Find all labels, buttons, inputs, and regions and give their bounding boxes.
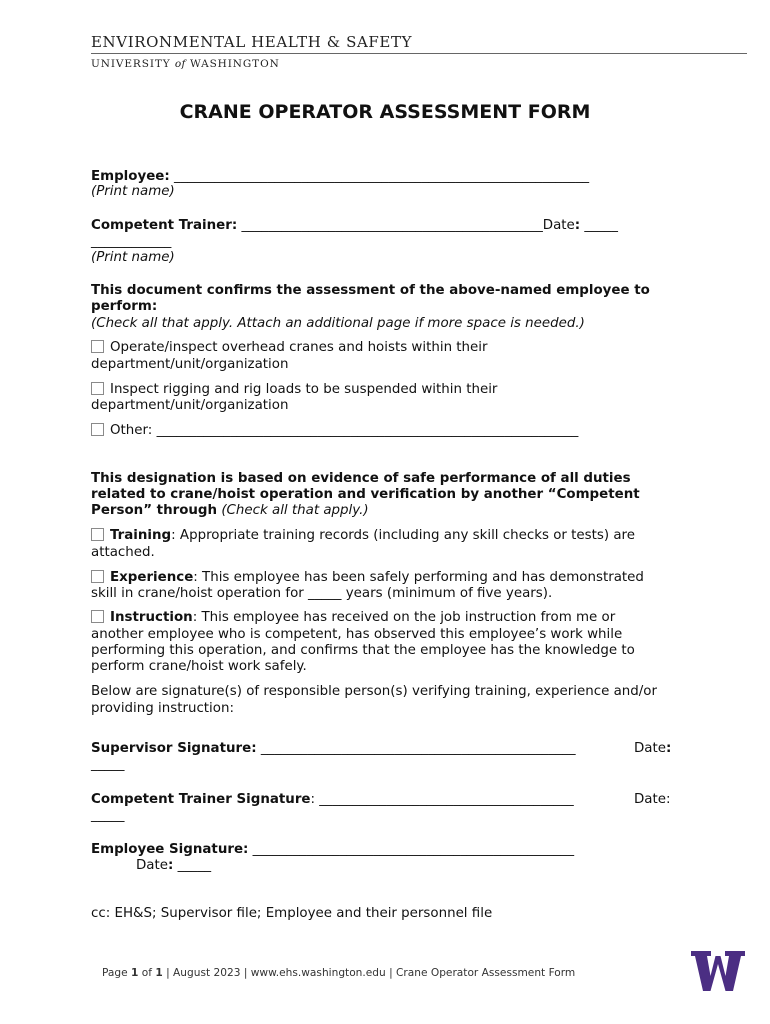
- trainer-print-hint: (Print name): [91, 250, 175, 265]
- footer-page-total: 1: [155, 967, 163, 979]
- dept-heading: ENVIRONMENTAL HEALTH & SAFETY: [91, 33, 413, 51]
- employee-date-field[interactable]: [136, 858, 211, 875]
- university-name: [91, 58, 280, 70]
- employee-date-line: _____: [177, 858, 212, 873]
- checkbox[interactable]: [91, 423, 104, 436]
- employee-signature-field[interactable]: [91, 842, 574, 859]
- designation-text-2: related to crane/hoist operation and verification by another “Competent: [91, 487, 640, 502]
- checkbox[interactable]: [91, 382, 104, 395]
- designation-through: Person” through: [91, 503, 218, 518]
- checkbox[interactable]: [91, 528, 104, 541]
- employee-signature-label: Employee Signature:: [91, 842, 249, 857]
- page-footer: [102, 967, 575, 979]
- trainer-sig-date-line: _____: [91, 808, 125, 823]
- employee-date-label: Date: [136, 858, 169, 873]
- trainer-signature-label: Competent Trainer Signature: [91, 792, 311, 807]
- footer-page-label: Page: [102, 967, 128, 979]
- supervisor-date-label: Date: [634, 741, 667, 756]
- assessment-intro-1: This document confirms the assessment of the above-named employee to: [91, 283, 650, 298]
- instruction-text-1: : This employee has received on the job instruction from me or: [192, 610, 616, 625]
- checkbox[interactable]: [91, 570, 104, 583]
- employee-date-colon: :: [168, 858, 174, 873]
- training-text-1: : Appropriate training records (including any skill checks or tests) are: [171, 528, 635, 543]
- experience-text-2: skill in crane/hoist operation for _____ years (minimum of five years).: [91, 586, 553, 601]
- designation-text-3: [91, 503, 369, 520]
- checkbox-instruction[interactable]: [91, 610, 615, 627]
- trainer-label: Competent Trainer:: [91, 218, 238, 233]
- trainer-date-line-cont: ____________: [91, 234, 172, 249]
- footer-of: of: [141, 967, 152, 979]
- other-line: _______________________________________________________________: [156, 423, 579, 438]
- checkbox-item-operate[interactable]: [91, 340, 488, 357]
- checkbox-experience[interactable]: [91, 570, 644, 587]
- designation-note: (Check all that apply.): [221, 503, 369, 518]
- trainer-signature-colon: :: [310, 792, 316, 807]
- supervisor-signature-field[interactable]: [91, 741, 576, 758]
- assessment-note: (Check all that apply. Attach an additional page if more space is needed.): [91, 316, 585, 331]
- checkbox-item-rigging[interactable]: [91, 382, 497, 399]
- signatures-intro-2: providing instruction:: [91, 701, 234, 716]
- uw-logo-icon: [691, 951, 745, 991]
- form-title: CRANE OPERATOR ASSESSMENT FORM: [179, 101, 591, 123]
- other-label: Other:: [110, 423, 153, 438]
- employee-label: Employee:: [91, 169, 170, 184]
- employee-line: ______________________________________________________________: [174, 169, 590, 184]
- designation-text-1: This designation is based on evidence of safe performance of all duties: [91, 471, 631, 486]
- experience-label: Experience: [110, 570, 194, 585]
- assessment-intro-2: perform:: [91, 299, 158, 314]
- item-operate-text-1: Operate/inspect overhead cranes and hoists within their: [110, 340, 488, 355]
- item-operate-text-2: department/unit/organization: [91, 357, 289, 372]
- univ-pre: UNIVERSITY: [91, 58, 171, 70]
- supervisor-date-line: _____: [91, 757, 125, 772]
- trainer-date-label: Date: [542, 218, 575, 233]
- item-rigging-text-1: Inspect rigging and rig loads to be suspended within their: [110, 382, 498, 397]
- footer-page-number: 1: [131, 967, 139, 979]
- supervisor-date-colon: :: [666, 741, 672, 756]
- supervisor-signature-label: Supervisor Signature:: [91, 741, 257, 756]
- cc-line: cc: EH&S; Supervisor file; Employee and their personnel file: [91, 906, 493, 921]
- instruction-text-4: perform crane/hoist work safely.: [91, 659, 307, 674]
- checkbox-item-other[interactable]: [91, 423, 578, 440]
- trainer-date-colon: :: [574, 218, 581, 233]
- training-text-2: attached.: [91, 545, 155, 560]
- footer-details: | August 2023 | www.ehs.washington.edu | Crane Operator Assessment Form: [166, 967, 576, 979]
- univ-post: WASHINGTON: [189, 58, 280, 70]
- experience-text-1: : This employee has been safely performing and has demonstrated: [193, 570, 644, 585]
- item-rigging-text-2: department/unit/organization: [91, 398, 289, 413]
- checkbox[interactable]: [91, 340, 104, 353]
- trainer-sig-date-label[interactable]: Date:: [634, 792, 671, 807]
- trainer-signature-field[interactable]: [91, 792, 574, 809]
- signatures-intro-1: Below are signature(s) of responsible person(s) verifying training, experience and/or: [91, 684, 657, 699]
- instruction-text-3: performing this operation, and confirms that the employee has the knowledge to: [91, 643, 635, 658]
- checkbox-training[interactable]: [91, 528, 635, 545]
- employee-print-hint: (Print name): [91, 184, 175, 199]
- trainer-name-field[interactable]: [91, 218, 618, 235]
- training-label: Training: [110, 528, 172, 543]
- header-divider: [91, 53, 747, 54]
- trainer-line: _____________________________________________: [241, 218, 543, 233]
- instruction-text-2: another employee who is competent, has observed this employee’s work while: [91, 627, 623, 642]
- trainer-signature-line: ______________________________________: [319, 792, 574, 807]
- uw-logo-mark: [691, 951, 745, 991]
- supervisor-signature-line: _______________________________________________: [260, 741, 576, 756]
- supervisor-date-field[interactable]: [634, 741, 671, 758]
- instruction-label: Instruction: [110, 610, 193, 625]
- univ-of: of: [174, 58, 186, 70]
- checkbox[interactable]: [91, 610, 104, 623]
- trainer-date-line: _____: [584, 218, 618, 233]
- employee-signature-line: ________________________________________________: [252, 842, 575, 857]
